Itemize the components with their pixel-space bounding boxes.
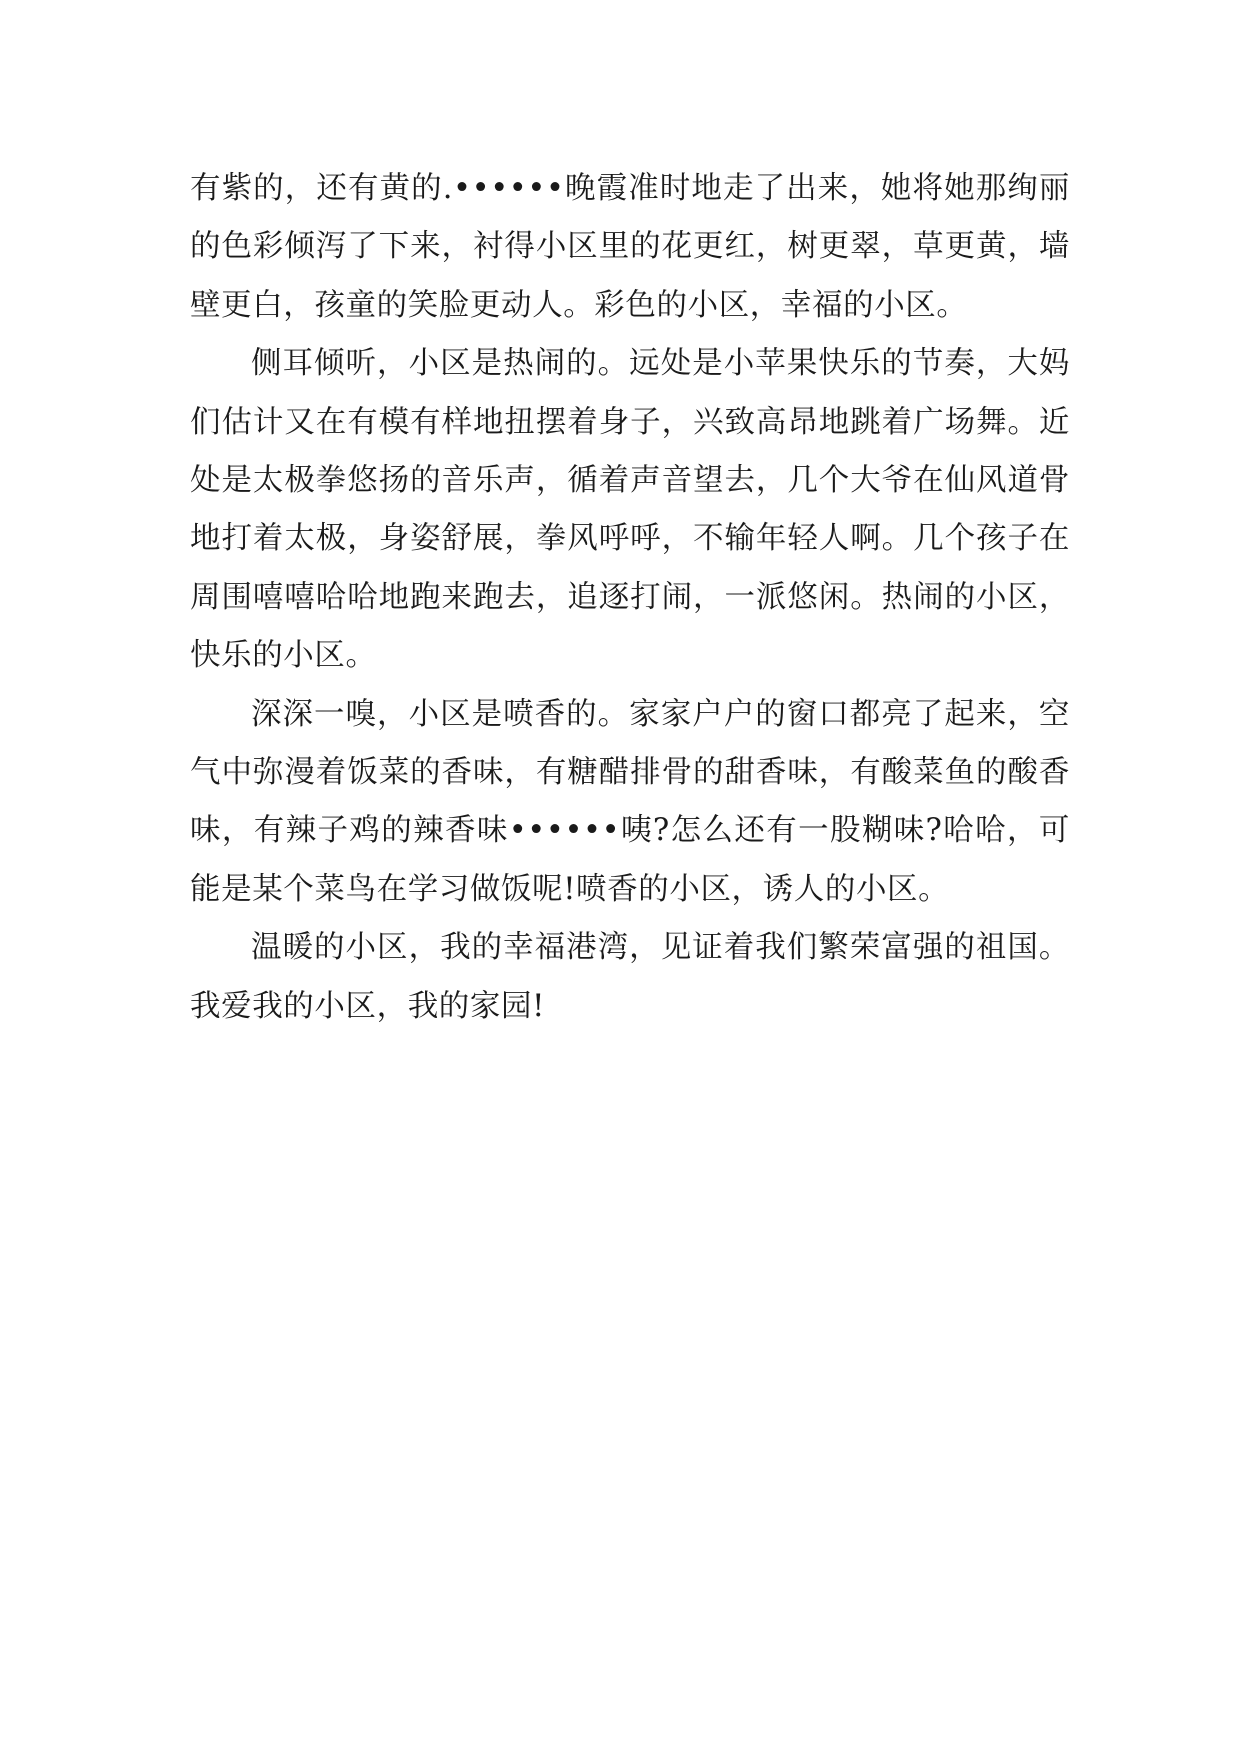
document-body	[190, 160, 1070, 1036]
paragraph-1: 有紫的，还有黄的.••••••晚霞准时地走了出来，她将她那绚丽的色彩倾泻了下来，衬得小区里的花更红，树更翠，草更黄，墙壁更白，孩童的笑脸更动人。彩色的小区，幸福的小区。	[190, 171, 1070, 323]
paragraph-3: 深深一嗅，小区是喷香的。家家户户的窗口都亮了起来，空气中弥漫着饭菜的香味，有糖醋排骨的甜香味，有酸菜鱼的酸香味，有辣子鸡的辣香味••••••咦?怎么还有一股糊味?哈哈，可能是某个菜鸟在学习做饭呢!喷香的小区，诱人的小区。	[190, 696, 1070, 907]
paragraph-4: 温暖的小区，我的幸福港湾，见证着我们繁荣富强的祖国。我爱我的小区，我的家园!	[190, 930, 1070, 1024]
paragraph-2: 侧耳倾听，小区是热闹的。远处是小苹果快乐的节奏，大妈们估计又在有模有样地扭摆着身子，兴致高昂地跳着广场舞。近处是太极拳悠扬的音乐声，循着声音望去，几个大爷在仙风道骨地打着太极，身姿舒展，拳风呼呼，不输年轻人啊。几个孩子在周围嘻嘻哈哈地跑来跑去，追逐打闹，一派悠闲。热闹的小区，快乐的小区。	[190, 346, 1070, 674]
